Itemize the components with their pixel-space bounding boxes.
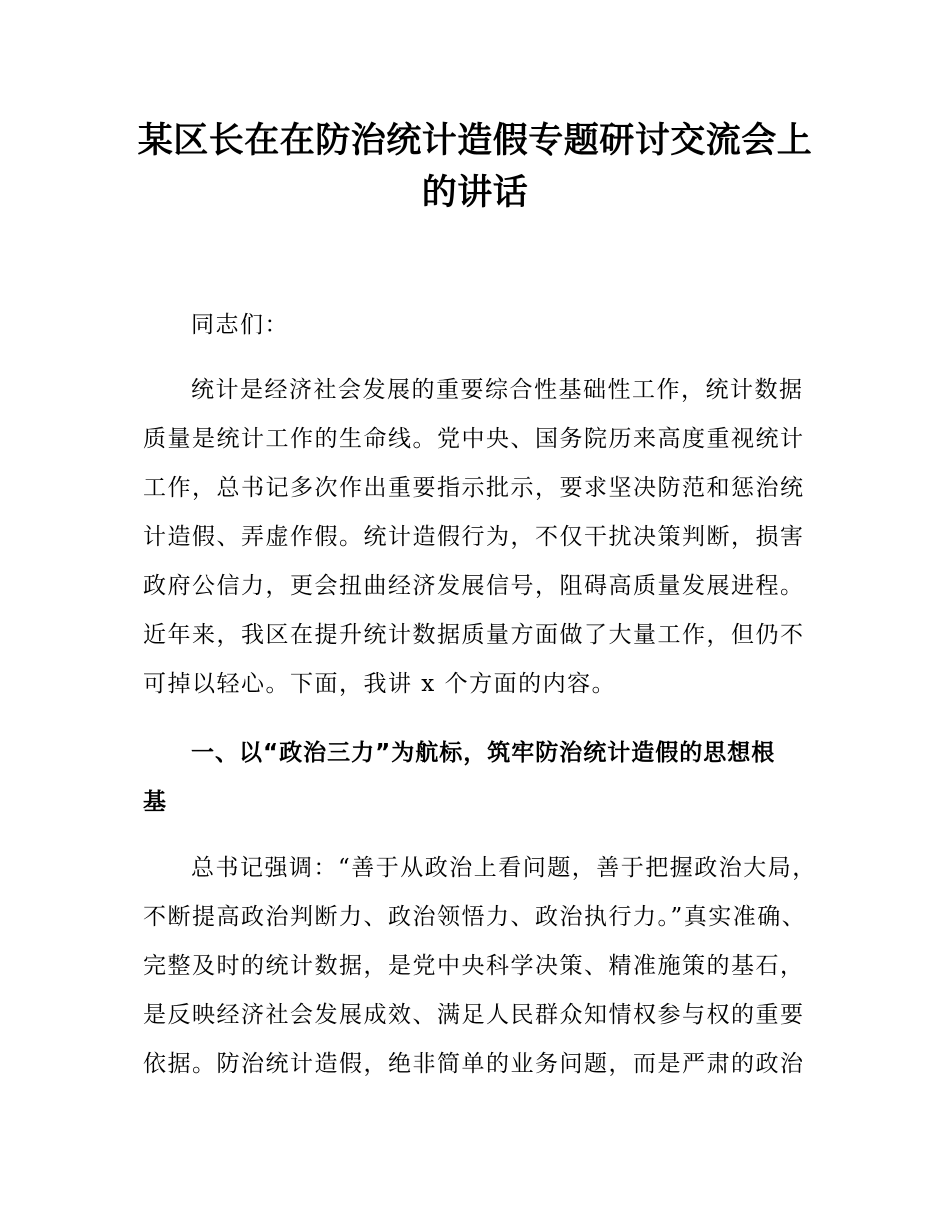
document-title bbox=[130, 115, 820, 219]
section-heading-1 bbox=[143, 729, 843, 827]
paragraph-line: 统计是经济社会发展的重要综合性基础性工作，统计数据 bbox=[191, 377, 804, 403]
paragraph-line: 工作，总书记多次作出重要指示批示，要求坚决防范和惩治统 bbox=[143, 475, 805, 501]
paragraph-line: 政府公信力，更会扭曲经济发展信号，阻碍高质量发展进程。 bbox=[143, 573, 805, 599]
paragraph-line: 不断提高政治判断力、政治领悟力、政治执行力。”真实准确、 bbox=[143, 904, 807, 930]
title-line: 某区长在在防治统计造假专题研讨交流会上 bbox=[137, 120, 813, 161]
paragraph-line: 可掉以轻心。下面，我讲 x 个方面的内容。 bbox=[143, 671, 617, 697]
paragraph-intro bbox=[143, 366, 843, 709]
paragraph-line: 依据。防治统计造假，绝非简单的业务问题，而是严肃的政治 bbox=[143, 1051, 805, 1077]
heading-line: 一、以“政治三力”为航标，筑牢防治统计造假的思想根 bbox=[191, 740, 776, 766]
paragraph-section-1 bbox=[143, 844, 843, 1089]
paragraph-line: 质量是统计工作的生命线。党中央、国务院历来高度重视统计 bbox=[143, 426, 805, 452]
salutation-text: 同志们： bbox=[191, 312, 289, 338]
paragraph-line: 计造假、弄虚作假。统计造假行为，不仅干扰决策判断，损害 bbox=[143, 524, 805, 550]
paragraph-line: 完整及时的统计数据，是党中央科学决策、精准施策的基石， bbox=[143, 953, 805, 979]
title-line: 的讲话 bbox=[421, 172, 529, 213]
paragraph-line: 近年来，我区在提升统计数据质量方面做了大量工作，但仍不 bbox=[143, 622, 805, 648]
heading-line: 基 bbox=[143, 789, 167, 815]
paragraph-line: 总书记强调：“善于从政治上看问题，善于把握政治大局， bbox=[191, 855, 817, 881]
paragraph-line: 是反映经济社会发展成效、满足人民群众知情权参与权的重要 bbox=[143, 1002, 805, 1028]
salutation bbox=[143, 301, 843, 350]
